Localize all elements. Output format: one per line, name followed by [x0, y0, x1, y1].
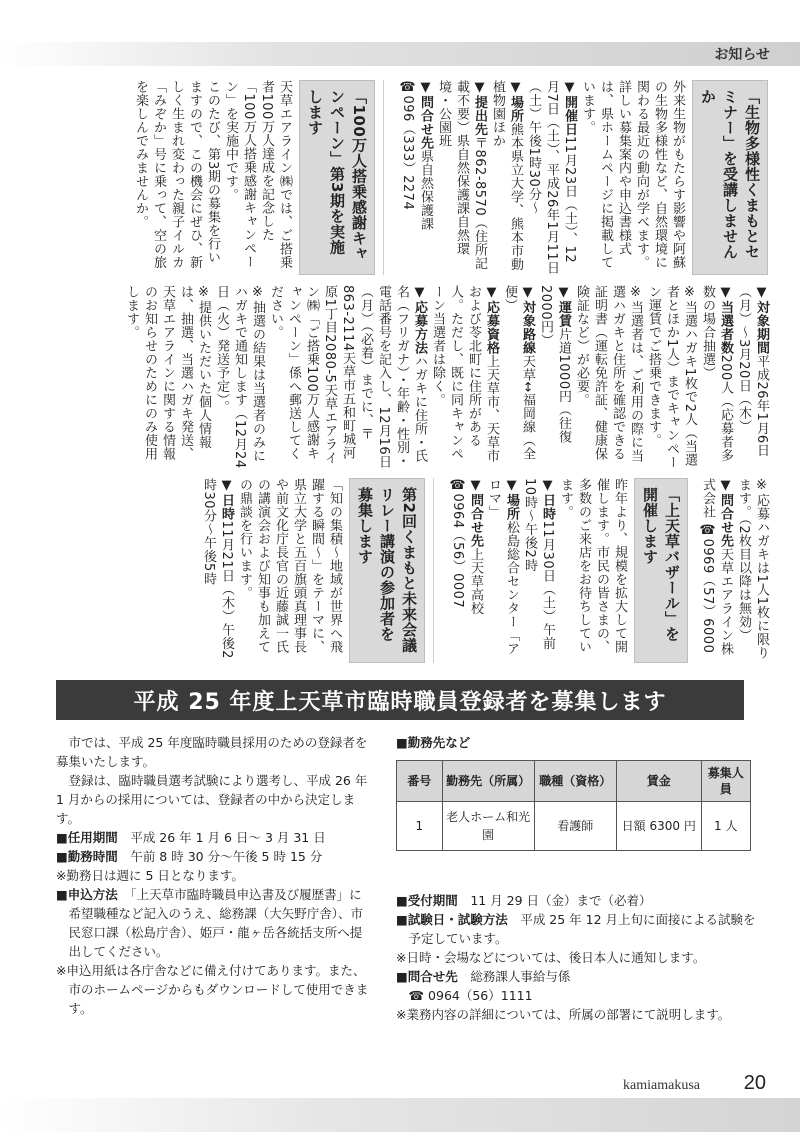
jobs-heading: ■勤務先など	[396, 735, 471, 750]
cell-workplace: 老人ホーム和光園	[442, 802, 534, 851]
header-workplace: 勤務先（所属）	[442, 761, 534, 802]
biodiversity-submit-label: ▼提出先	[472, 80, 487, 136]
bazaar-date-value: 11月30日（土）午前10時～午後2時	[522, 478, 555, 651]
table-row	[397, 802, 751, 851]
bazaar-notice	[448, 478, 690, 663]
tier-3	[40, 478, 770, 663]
contact-phone: ☎ 0964（56）1111	[408, 988, 533, 1003]
bazaar-contact-label: ▼問合せ先	[468, 478, 483, 548]
campaign-contact-value: 天草エアライン株式会社 ☎0969（57）6000	[700, 478, 733, 656]
tier-2	[40, 285, 770, 470]
header-bar	[0, 42, 800, 66]
recruit-intro-1: 市では、平成 25 年度臨時職員採用のための登録者を募集いたします。	[56, 735, 368, 769]
bazaar-title: 「上天草バザール」を開催します	[634, 478, 688, 663]
column-divider	[383, 80, 384, 275]
campaign-note-3: ※抽選の結果は当選者のみにハガキで通知します（12月24日（火）発送予定）。	[214, 285, 265, 469]
lecture-title: 第2回くまもと未来会議リレー講演の参加者を募集します	[349, 478, 425, 663]
exam-value: 平成 25 年 12 月上旬に面接による試験を予定しています。	[408, 912, 756, 946]
bazaar-place-label: ▼場所	[504, 478, 519, 521]
campaign-notice-intro	[131, 80, 377, 275]
campaign-note-5: ※応募ハガキは1人1枚に限ります。（2枚目以降は無効）	[736, 478, 769, 660]
bazaar-body: 昨年より、規模を拡大して開催します。市民の皆さまの、多数のご来店をお待ちしています。	[558, 478, 627, 654]
biodiversity-notice	[398, 80, 770, 275]
recruit-left-column	[56, 733, 374, 1018]
jobs-header-row	[397, 761, 751, 802]
header-job-type: 職種（資格）	[534, 761, 616, 802]
header-number: 番号	[397, 761, 443, 802]
method-label: ■申込方法	[56, 887, 118, 902]
campaign-period-label: ▼対象期間	[754, 285, 769, 355]
campaign-route-value: 天草↔福岡線（全便）	[502, 285, 535, 461]
campaign-notice-end	[698, 478, 770, 663]
term-value: 平成 26 年 1 月 6 日～ 3 月 31 日	[130, 830, 326, 845]
method-value: 「上天草市臨時職員申込書及び履歴書」に希望職種など記入のうえ、総務課（大矢野庁舎）、市民窓口課（松島庁舎）、姫戸・龍ヶ岳各統括支所へ提出してください。	[68, 887, 364, 959]
exam-label: ■試験日・試験方法	[396, 912, 508, 927]
campaign-note-2: ※当選者は、ご利用の際に当選ハガキと住所を確認できる証明書（運転免許証、健康保険証など）が必要。	[574, 285, 643, 463]
recruit-right-column	[396, 733, 756, 1024]
tier-1	[40, 80, 770, 275]
campaign-elig-label: ▼応募資格	[484, 285, 499, 355]
biodiversity-contact-label: ▼問合せ先	[418, 80, 433, 150]
campaign-fare-label: ▼運賃	[556, 285, 571, 328]
campaign-note-4: ※提供いただいた個人情報は、抽選、当選ハガキ発送、天草エアラインに関する情報のお知らせのためにのみ使用します。	[124, 285, 211, 461]
lecture-date-label: ▼日時	[219, 478, 234, 521]
deadline-label: ■受付期間	[396, 893, 458, 908]
top-margin	[0, 0, 800, 36]
exam-note: ※日時・会場などについては、後日本人に通知します。	[396, 950, 706, 965]
form-note: ※申込用紙は各庁舎などに備え付けてあります。また、市のホームページからもダウンロードして使用できます。	[56, 963, 369, 1016]
lecture-notice	[199, 478, 427, 663]
campaign-body-2: このたび、第3期の募集を行いますので、この機会にぜひ、新しく生まれ変わった親子イルカ「みぞか」号に乗って、空の旅を楽しんでみませんか。	[133, 80, 220, 269]
cell-job-type: 看護師	[534, 802, 616, 851]
bazaar-place-value: 松島総合センター「アロマ」	[486, 478, 519, 656]
campaign-notice-details	[122, 285, 770, 470]
bazaar-contact-value: 上天草高校 ☎0964（56）0007	[450, 478, 483, 615]
campaign-period-value: 平成26年1月6日（月）～3月20日（木）	[736, 285, 769, 458]
campaign-apply-label: ▼応募方法	[412, 285, 427, 355]
bazaar-date-label: ▼日時	[540, 478, 555, 521]
cell-openings: 1 人	[701, 802, 750, 851]
cell-number: 1	[397, 802, 443, 851]
lecture-body: 「知の集積～地域が世界へ飛躍する瞬間～」をテーマに、県立大学と五百旗頭真理事長や前文化庁長官の近藤誠一氏の講演会および知事も加えての鼎談を行います。	[237, 478, 342, 654]
biodiversity-contact-value: 県自然保護課 ☎096（333）2274	[400, 80, 433, 231]
recruit-intro-2: 登録は、臨時職員選考試験により選考し、平成 26 年 1 月からの採用については、登録者の中から決定します。	[56, 773, 368, 826]
section-label: お知らせ	[714, 47, 770, 63]
cell-wage: 日額 6300 円	[616, 802, 701, 851]
jobs-table	[396, 760, 751, 851]
notices-area	[40, 80, 770, 665]
campaign-title: 「100万人搭乗感謝キャンペーン」第3期を実施します	[299, 80, 375, 275]
lecture-date-value: 11月21日（木）午後2時30分～午後5時	[201, 478, 234, 659]
campaign-body-1: 天草エアライン㈱では、ご搭乗者100万人達成を記念した「100万人搭乗感謝キャンペーン」を実施中です。	[223, 80, 292, 269]
campaign-apply-value: ハガキに住所・氏名（フリガナ）・年齢・性別・電話番号を記入し、12月16日（月）（必着）までに、〒863-2114天草市五和町城河原1丁目2080-5天草エアライン㈱「ご搭乗100万人感謝キャンペーン」係へ郵送してください。	[268, 285, 427, 469]
biodiversity-date-label: ▼開催日	[562, 80, 577, 136]
campaign-route-label: ▼対象路線	[520, 285, 535, 355]
header-wage: 賃金	[616, 761, 701, 802]
campaign-count-value: 200人（応募者多数の場合抽選）	[700, 285, 733, 462]
magazine-name: kamiamakusa	[623, 1078, 700, 1093]
hours-label: ■勤務時間	[56, 849, 118, 864]
column-divider	[433, 478, 434, 663]
deadline-value: 11 月 29 日（金）まで（必着）	[470, 893, 652, 908]
biodiversity-date-value: 11月23日（土）、12月7日（土）、平成26年1月11日（土）午後1時30分～	[526, 80, 577, 275]
page-number: 20	[743, 1072, 766, 1094]
footer-bar	[0, 1098, 800, 1132]
biodiversity-submit-value: 〒862-8570（住所記載不要）県自然保護課自然環境・公園班	[436, 80, 487, 271]
duty-note: ※業務内容の詳細については、所属の部署にて説明します。	[396, 1007, 731, 1022]
term-label: ■任用期間	[56, 830, 118, 845]
biodiversity-place-value: 熊本県立大学、熊本市動植物園ほか	[490, 80, 523, 271]
biodiversity-title: 「生物多様性くまもとセミナー」を受講しませんか	[692, 80, 768, 275]
header-openings: 募集人員	[701, 761, 750, 802]
campaign-note-1: ※当選ハガキ1枚で2人（当選者とほか1人）までキャンペーン運賃でご搭乗できます。	[646, 285, 697, 470]
biodiversity-place-label: ▼場所	[508, 80, 523, 123]
contact-label: ■問合せ先	[396, 969, 458, 984]
recruit-banner: 平成 25 年度上天草市臨時職員登録者を募集します	[56, 680, 744, 720]
hours-note: ※勤務日は週に 5 日となります。	[56, 868, 244, 883]
recruit-section	[56, 733, 756, 1033]
campaign-fare-value: 片道1000円（往復2000円）	[538, 285, 571, 444]
biodiversity-body: 外来生物がもたらす影響や阿蘇の生物多様性など、自然環境に関わる最近の動向が学べます。詳しい募集案内や申込書様式は、県ホームページに掲載しています。	[580, 80, 685, 269]
campaign-elig-value: 上天草市、天草市および苓北町に住所がある人。ただし、既に同キャンペーン当選者は除く。	[430, 285, 499, 463]
hours-value: 午前 8 時 30 分～午後 5 時 15 分	[130, 849, 323, 864]
campaign-count-label: ▼当選者数	[718, 285, 733, 355]
contact-value: 総務課人事給与係	[470, 969, 571, 984]
campaign-contact-label: ▼問合せ先	[718, 478, 733, 548]
